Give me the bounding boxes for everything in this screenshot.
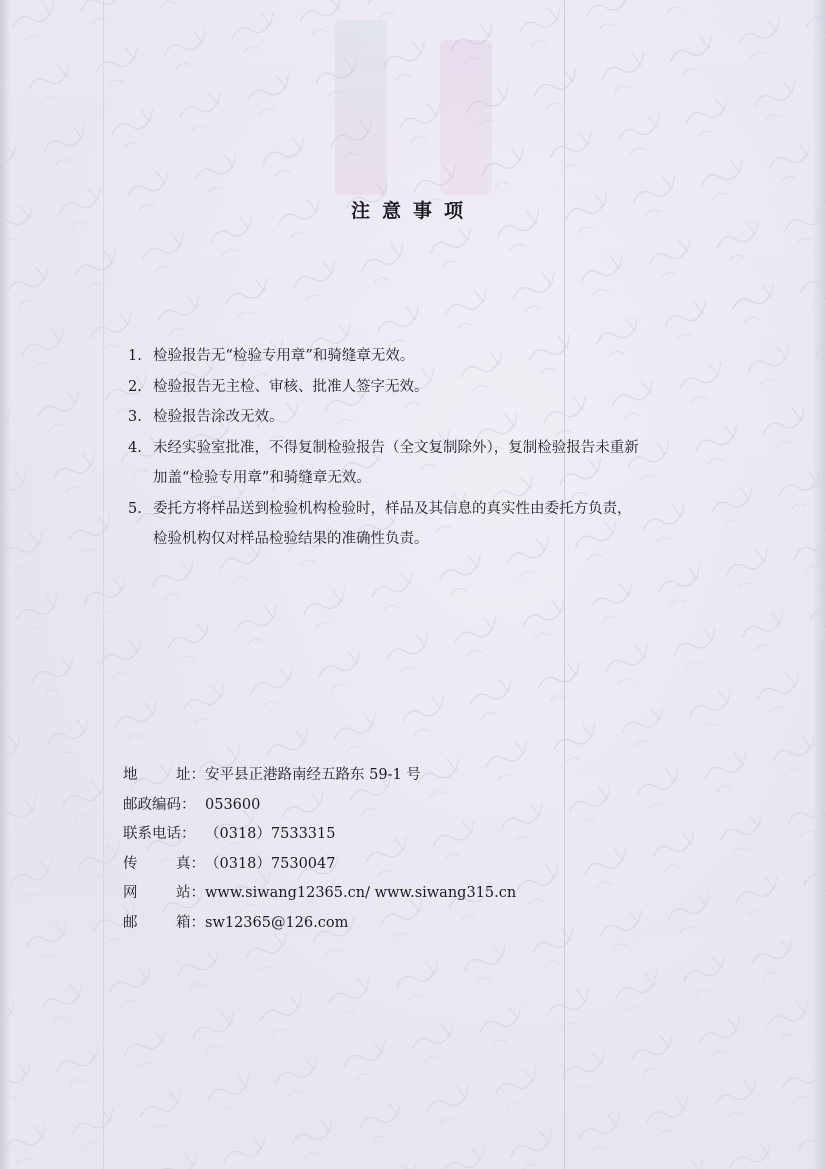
- notes-list: [128, 341, 728, 555]
- note-text: 检验报告无主检、审核、批准人签字无效。: [153, 378, 429, 395]
- note-number: 2.: [128, 378, 142, 395]
- note-number: 1.: [128, 348, 142, 364]
- faint-stamp-impression: [335, 20, 387, 195]
- email-label-char: 箱：: [176, 914, 205, 931]
- postcode-value: 053600: [205, 796, 261, 813]
- note-number: 4.: [128, 439, 142, 456]
- note-item: [128, 341, 728, 372]
- website-row: [123, 879, 683, 909]
- email-label-char: 邮: [123, 914, 138, 931]
- faint-stamp-impression: [440, 40, 492, 195]
- website-label: [123, 879, 205, 909]
- email-value: sw12365@126.com: [205, 914, 349, 931]
- website-label-char: 站：: [176, 885, 205, 902]
- phone-label: 联系电话：: [123, 826, 196, 843]
- phone-value: （0318）7533315: [205, 826, 336, 843]
- postcode-row: [123, 791, 683, 821]
- website-value: www.siwang12365.cn/ www.siwang315.cn: [205, 885, 517, 902]
- website-label-char: 网: [123, 885, 138, 902]
- fax-label: [123, 850, 205, 880]
- note-number: 3.: [128, 409, 142, 425]
- note-text: 加盖“检验专用章”和骑缝章无效。: [153, 470, 371, 486]
- address-value: 安平县正港路南经五路东 59-1 号: [205, 767, 421, 783]
- email-label: [123, 909, 205, 939]
- contact-info: [123, 761, 683, 939]
- note-item: [128, 433, 728, 494]
- note-item: [128, 402, 728, 433]
- postcode-label: 邮政编码：: [123, 796, 196, 813]
- note-item: [128, 372, 728, 403]
- fax-label-char: 传: [123, 855, 138, 872]
- note-text: 检验报告涂改无效。: [153, 409, 284, 425]
- page-title: 注意事项: [350, 200, 475, 222]
- phone-row: [123, 820, 683, 850]
- note-text: 未经实验室批准，不得复制检验报告（全文复制除外），复制检验报告未重新: [153, 439, 639, 456]
- address-row: [123, 761, 683, 791]
- note-item: [128, 494, 728, 555]
- fax-row: [123, 850, 683, 880]
- note-text: 检验报告无“检验专用章”和骑缝章无效。: [153, 348, 415, 364]
- address-label-char: 地: [123, 767, 138, 783]
- note-text: 检验机构仅对样品检验结果的准确性负责。: [153, 531, 429, 547]
- fax-label-char: 真：: [176, 855, 205, 872]
- address-label-char: 址：: [176, 767, 205, 783]
- fax-value: （0318）7530047: [205, 855, 336, 872]
- note-number: 5.: [128, 500, 142, 517]
- address-label: [123, 761, 205, 791]
- note-text: 委托方将样品送到检验机构检验时，样品及其信息的真实性由委托方负责，: [153, 500, 632, 517]
- email-row: [123, 909, 683, 939]
